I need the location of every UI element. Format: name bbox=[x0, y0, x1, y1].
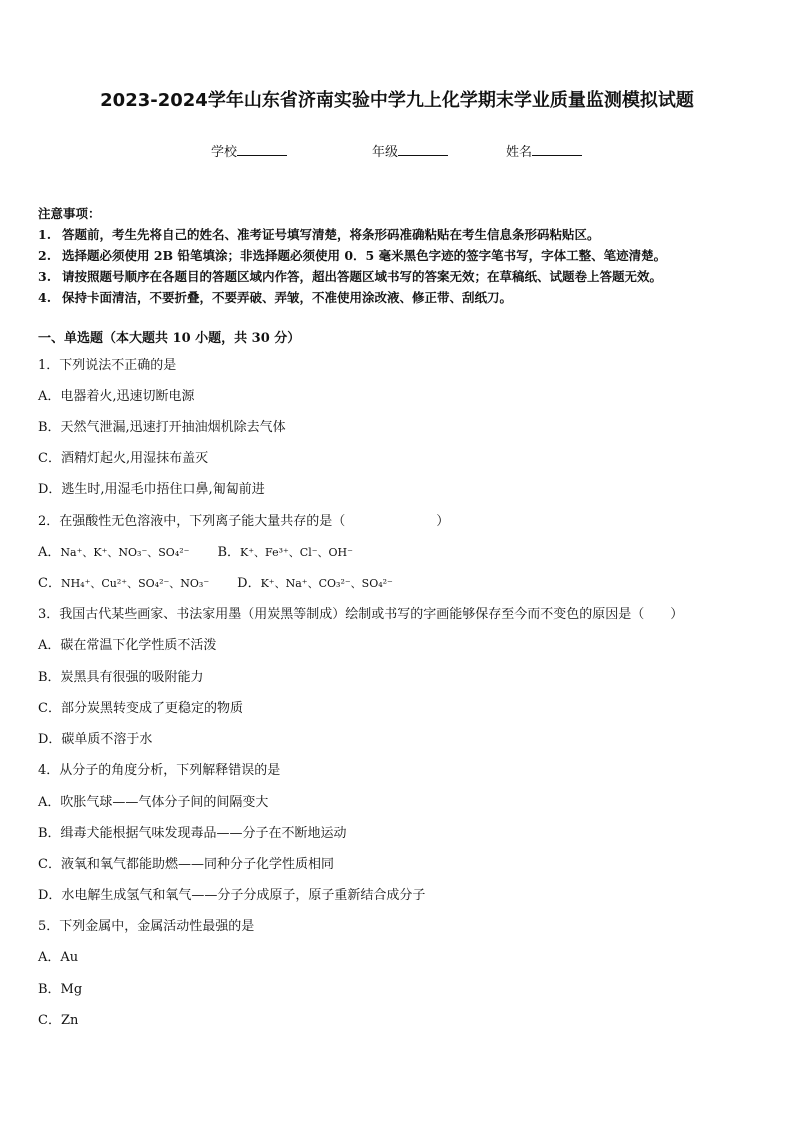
q2-option-a-ions: Na⁺、K⁺、NO₃⁻、SO₄²⁻ bbox=[60, 546, 190, 559]
notes-block bbox=[38, 203, 666, 308]
school-blank[interactable] bbox=[237, 143, 287, 156]
name-blank[interactable] bbox=[532, 143, 582, 156]
q5-stem: 5．下列金属中，金属活动性最强的是 bbox=[38, 919, 255, 934]
note-text: 保持卡面清洁，不要折叠，不要弄破、弄皱，不准使用涂改液、修正带、刮纸刀。 bbox=[62, 290, 513, 305]
section-title: 一、单选题（本大题共 10 小题，共 30 分） bbox=[38, 331, 301, 346]
note-number: 2. bbox=[38, 248, 52, 263]
note-item bbox=[38, 245, 666, 266]
name-field[interactable] bbox=[506, 141, 582, 160]
q3-option-a: A．碳在常温下化学性质不活泼 bbox=[38, 638, 217, 653]
school-field[interactable] bbox=[211, 141, 287, 160]
note-text: 答题前，考生先将自己的姓名、准考证号填写清楚，将条形码准确粘贴在考生信息条形码粘贴区。 bbox=[62, 227, 600, 242]
q1-stem: 1．下列说法不正确的是 bbox=[38, 358, 177, 373]
q5-option-c: C．Zn bbox=[38, 1013, 79, 1028]
note-item bbox=[38, 287, 666, 308]
q5-option-b: B．Mg bbox=[38, 982, 83, 997]
note-number: 3. bbox=[38, 269, 52, 284]
q1-option-b: B．天然气泄漏,迅速打开抽油烟机除去气体 bbox=[38, 420, 286, 435]
note-item bbox=[38, 266, 666, 287]
q2-stem: 2．在强酸性无色溶液中，下列离子能大量共存的是（ ） bbox=[38, 514, 450, 529]
grade-field[interactable] bbox=[372, 141, 448, 160]
q2-option-b-label: B． bbox=[217, 545, 241, 560]
grade-label: 年级 bbox=[372, 145, 399, 160]
q3-option-c: C．部分炭黑转变成了更稳定的物质 bbox=[38, 701, 243, 716]
q1-option-a: A．电器着火,迅速切断电源 bbox=[38, 389, 195, 404]
q2-option-a-label: A． bbox=[38, 545, 61, 560]
q1-option-d: D．逃生时,用湿毛巾捂住口鼻,匍匐前进 bbox=[38, 482, 265, 497]
q4-stem: 4．从分子的角度分析，下列解释错误的是 bbox=[38, 763, 281, 778]
q2-option-d-ions: K⁺、Na⁺、CO₃²⁻、SO₄²⁻ bbox=[260, 577, 393, 590]
name-label: 姓名 bbox=[506, 145, 533, 160]
q4-option-c: C．液氧和氧气都能助燃——同种分子化学性质相同 bbox=[38, 857, 334, 872]
exam-title: 2023-2024学年山东省济南实验中学九上化学期末学业质量监测模拟试题 bbox=[100, 90, 694, 111]
q2-option-d-label: D． bbox=[237, 576, 261, 591]
note-text: 请按照题号顺序在各题目的答题区域内作答，超出答题区域书写的答案无效；在草稿纸、试题卷上答题无效。 bbox=[62, 269, 663, 284]
q5-option-a: A．Au bbox=[38, 950, 79, 965]
note-number: 1. bbox=[38, 227, 52, 242]
note-number: 4. bbox=[38, 290, 52, 305]
q3-option-d: D．碳单质不溶于水 bbox=[38, 732, 153, 747]
note-text: 选择题必须使用 2B 铅笔填涂；非选择题必须使用 0．5 毫米黑色字迹的签字笔书写，字体工整、笔迹清楚。 bbox=[62, 248, 667, 263]
q4-option-a: A．吹胀气球——气体分子间的间隔变大 bbox=[38, 795, 269, 810]
q3-stem: 3．我国古代某些画家、书法家用墨（用炭黑等制成）绘制或书写的字画能够保存至今而不变色的原因是（ ） bbox=[38, 607, 684, 622]
note-item bbox=[38, 224, 666, 245]
grade-blank[interactable] bbox=[398, 143, 448, 156]
q4-option-d: D．水电解生成氢气和氧气——分子分成原子，原子重新结合成分子 bbox=[38, 888, 426, 903]
q1-option-c: C．酒精灯起火,用湿抹布盖灭 bbox=[38, 451, 209, 466]
q2-options-cd bbox=[38, 572, 393, 591]
q3-option-b: B．炭黑具有很强的吸附能力 bbox=[38, 670, 204, 685]
notes-heading: 注意事项： bbox=[38, 206, 101, 221]
q4-option-b: B．缉毒犬能根据气味发现毒品——分子在不断地运动 bbox=[38, 826, 347, 841]
school-label: 学校 bbox=[211, 145, 238, 160]
q2-options-ab bbox=[38, 541, 353, 560]
q2-option-c-ions: NH₄⁺、Cu²⁺、SO₄²⁻、NO₃⁻ bbox=[60, 577, 210, 590]
q2-option-c-label: C． bbox=[38, 576, 61, 591]
q2-option-b-ions: K⁺、Fe³⁺、Cl⁻、OH⁻ bbox=[240, 546, 353, 559]
